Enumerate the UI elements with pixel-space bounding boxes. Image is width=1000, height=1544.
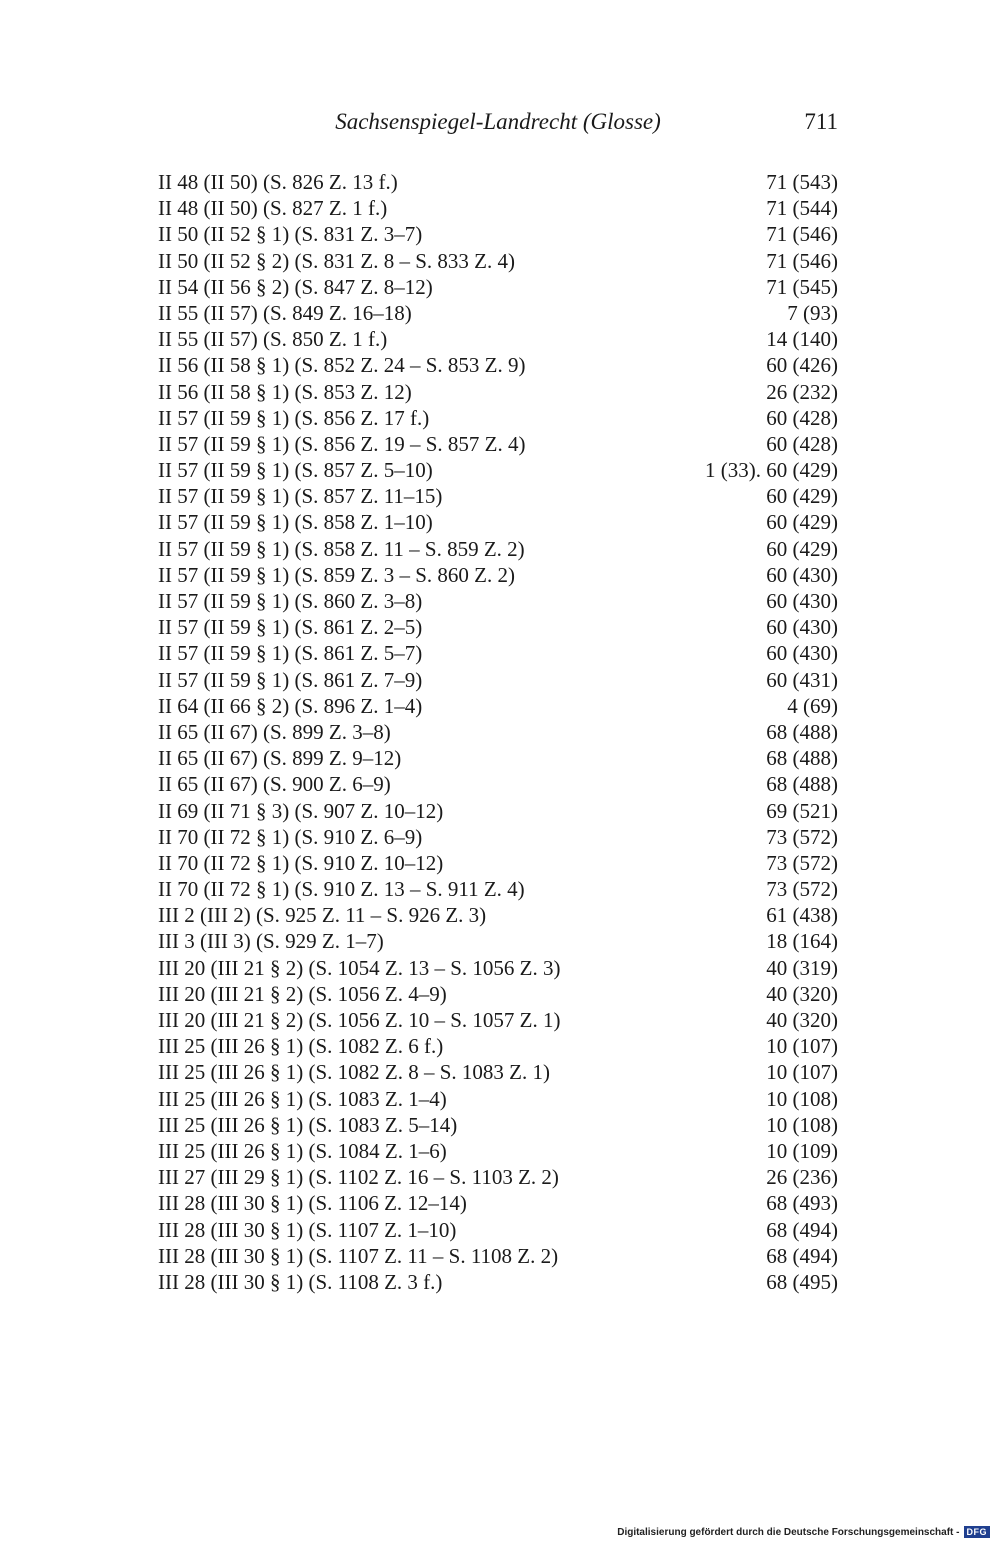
- entry-location: 73 (572): [766, 824, 838, 849]
- entry-reference: II 57 (II 59 § 1) (S. 861 Z. 5–7): [158, 641, 423, 666]
- entry-reference: II 57 (II 59 § 1) (S. 859 Z. 3 – S. 860 Z. 2): [158, 562, 515, 587]
- entry-location: 4 (69): [787, 693, 838, 718]
- entry-reference: III 28 (III 30 § 1) (S. 1106 Z. 12–14): [158, 1191, 467, 1216]
- list-item: [158, 745, 838, 771]
- list-item: [158, 483, 838, 509]
- entry-location: 60 (428): [766, 405, 838, 430]
- list-item: [158, 693, 838, 719]
- list-item: [158, 457, 838, 483]
- entry-location: 69 (521): [766, 798, 838, 823]
- entry-location: 40 (319): [766, 955, 838, 980]
- entry-reference: II 57 (II 59 § 1) (S. 858 Z. 1–10): [158, 510, 433, 535]
- entry-location: 26 (232): [766, 379, 838, 404]
- entry-reference: II 48 (II 50) (S. 827 Z. 1 f.): [158, 196, 388, 221]
- entry-reference: II 70 (II 72 § 1) (S. 910 Z. 13 – S. 911 Z. 4): [158, 877, 525, 902]
- entry-reference: III 2 (III 2) (S. 925 Z. 11 – S. 926 Z. 3): [158, 903, 487, 928]
- entry-reference: III 25 (III 26 § 1) (S. 1083 Z. 1–4): [158, 1086, 447, 1111]
- list-item: [158, 640, 838, 666]
- entry-location: 68 (495): [766, 1269, 838, 1294]
- entry-reference: II 50 (II 52 § 2) (S. 831 Z. 8 – S. 833 Z. 4): [158, 248, 515, 273]
- entry-reference: II 54 (II 56 § 2) (S. 847 Z. 8–12): [158, 274, 433, 299]
- running-head: [158, 104, 838, 140]
- entry-location: 68 (488): [766, 719, 838, 744]
- entry-reference: II 65 (II 67) (S. 899 Z. 3–8): [158, 719, 391, 744]
- list-item: [158, 824, 838, 850]
- entry-reference: III 28 (III 30 § 1) (S. 1107 Z. 11 – S. 1108 Z. 2): [158, 1243, 559, 1268]
- entry-reference: II 56 (II 58 § 1) (S. 853 Z. 12): [158, 379, 412, 404]
- entry-reference: III 20 (III 21 § 2) (S. 1056 Z. 4–9): [158, 981, 447, 1006]
- list-item: [158, 798, 838, 824]
- entry-location: 10 (109): [766, 1138, 838, 1163]
- entry-location: 68 (488): [766, 746, 838, 771]
- dfg-logo-icon: DFG: [964, 1526, 991, 1538]
- entry-location: 60 (429): [766, 484, 838, 509]
- list-item: [158, 509, 838, 535]
- entry-location: 60 (429): [766, 536, 838, 561]
- entry-location: 18 (164): [766, 929, 838, 954]
- list-item: [158, 195, 838, 221]
- entry-location: 14 (140): [766, 327, 838, 352]
- entry-reference: II 65 (II 67) (S. 899 Z. 9–12): [158, 746, 402, 771]
- list-item: [158, 248, 838, 274]
- list-item: [158, 719, 838, 745]
- entry-location: 60 (431): [766, 667, 838, 692]
- list-item: [158, 588, 838, 614]
- list-item: [158, 1059, 838, 1085]
- entry-location: 60 (426): [766, 353, 838, 378]
- list-item: [158, 300, 838, 326]
- entry-reference: II 65 (II 67) (S. 900 Z. 6–9): [158, 772, 391, 797]
- entry-reference: II 57 (II 59 § 1) (S. 858 Z. 11 – S. 859 Z. 2): [158, 536, 525, 561]
- entry-reference: II 57 (II 59 § 1) (S. 861 Z. 2–5): [158, 615, 423, 640]
- entry-reference: II 57 (II 59 § 1) (S. 856 Z. 19 – S. 857 Z. 4): [158, 431, 526, 456]
- list-item: [158, 928, 838, 954]
- list-item: [158, 614, 838, 640]
- footer-text: Digitalisierung gefördert durch die Deutsche Forschungsgemeinschaft -: [617, 1526, 960, 1538]
- entry-reference: III 3 (III 3) (S. 929 Z. 1–7): [158, 929, 384, 954]
- entry-location: 68 (494): [766, 1243, 838, 1268]
- entry-location: 73 (572): [766, 877, 838, 902]
- entry-location: 10 (108): [766, 1086, 838, 1111]
- list-item: [158, 902, 838, 928]
- entry-location: 71 (544): [766, 196, 838, 221]
- list-item: [158, 562, 838, 588]
- entry-location: 40 (320): [766, 1008, 838, 1032]
- entry-reference: II 56 (II 58 § 1) (S. 852 Z. 24 – S. 853 Z. 9): [158, 353, 526, 378]
- entry-location: 60 (430): [766, 562, 838, 587]
- entry-location: 61 (438): [766, 903, 838, 928]
- list-item: [158, 1243, 838, 1269]
- entry-reference: III 20 (III 21 § 2) (S. 1054 Z. 13 – S. 1056 Z. 3): [158, 955, 561, 980]
- entry-reference: II 70 (II 72 § 1) (S. 910 Z. 10–12): [158, 850, 444, 875]
- list-item: [158, 667, 838, 693]
- entry-location: 73 (572): [766, 850, 838, 875]
- list-item: [158, 326, 838, 352]
- entry-reference: III 20 (III 21 § 2) (S. 1056 Z. 10 – S. 1057 Z. 1): [158, 1008, 561, 1032]
- list-item: [158, 431, 838, 457]
- entry-reference: III 27 (III 29 § 1) (S. 1102 Z. 16 – S. 1103 Z. 2): [158, 1165, 559, 1190]
- list-item: [158, 955, 838, 981]
- entry-location: 71 (545): [766, 274, 838, 299]
- list-item: [158, 1138, 838, 1164]
- entry-reference: II 55 (II 57) (S. 850 Z. 1 f.): [158, 327, 388, 352]
- entry-reference: II 57 (II 59 § 1) (S. 861 Z. 7–9): [158, 667, 423, 692]
- list-item: [158, 352, 838, 378]
- entry-location: 1 (33). 60 (429): [705, 458, 838, 483]
- index-entries-list: [158, 169, 838, 1295]
- entry-location: 10 (108): [766, 1112, 838, 1137]
- entry-location: 71 (546): [766, 248, 838, 273]
- list-item: [158, 1112, 838, 1138]
- entry-location: 10 (107): [766, 1060, 838, 1085]
- list-item: [158, 536, 838, 562]
- entry-reference: III 25 (III 26 § 1) (S. 1083 Z. 5–14): [158, 1112, 458, 1137]
- entry-location: 68 (494): [766, 1217, 838, 1242]
- entry-location: 68 (493): [766, 1191, 838, 1216]
- entry-location: 60 (429): [766, 510, 838, 535]
- entry-reference: III 25 (III 26 § 1) (S. 1082 Z. 6 f.): [158, 1034, 444, 1059]
- list-item: [158, 876, 838, 902]
- entry-reference: II 57 (II 59 § 1) (S. 860 Z. 3–8): [158, 589, 423, 613]
- list-item: [158, 379, 838, 405]
- entry-location: 60 (430): [766, 589, 838, 613]
- page-number: 711: [804, 109, 838, 134]
- entry-location: 71 (543): [766, 170, 838, 194]
- footer-credit: [617, 1526, 990, 1538]
- list-item: [158, 274, 838, 300]
- entry-location: 60 (430): [766, 615, 838, 640]
- entry-location: 7 (93): [787, 300, 838, 325]
- entry-location: 68 (488): [766, 772, 838, 797]
- entry-reference: III 25 (III 26 § 1) (S. 1084 Z. 1–6): [158, 1138, 447, 1163]
- entry-reference: II 70 (II 72 § 1) (S. 910 Z. 6–9): [158, 824, 423, 849]
- list-item: [158, 169, 838, 195]
- list-item: [158, 981, 838, 1007]
- list-item: [158, 221, 838, 247]
- running-title: Sachsenspiegel-Landrecht (Glosse): [335, 109, 661, 134]
- entry-reference: II 64 (II 66 § 2) (S. 896 Z. 1–4): [158, 693, 423, 718]
- entry-reference: II 69 (II 71 § 3) (S. 907 Z. 10–12): [158, 798, 444, 823]
- entry-reference: II 57 (II 59 § 1) (S. 857 Z. 11–15): [158, 484, 443, 509]
- list-item: [158, 771, 838, 797]
- entry-reference: II 48 (II 50) (S. 826 Z. 13 f.): [158, 170, 398, 194]
- list-item: [158, 405, 838, 431]
- entry-reference: II 57 (II 59 § 1) (S. 856 Z. 17 f.): [158, 405, 430, 430]
- list-item: [158, 1086, 838, 1112]
- list-item: [158, 850, 838, 876]
- entry-location: 71 (546): [766, 222, 838, 247]
- entry-location: 10 (107): [766, 1034, 838, 1059]
- entry-reference: II 50 (II 52 § 1) (S. 831 Z. 3–7): [158, 222, 423, 247]
- entry-reference: III 28 (III 30 § 1) (S. 1108 Z. 3 f.): [158, 1269, 443, 1294]
- entry-location: 60 (428): [766, 431, 838, 456]
- entry-reference: II 55 (II 57) (S. 849 Z. 16–18): [158, 300, 412, 325]
- list-item: [158, 1217, 838, 1243]
- list-item: [158, 1269, 838, 1295]
- entry-location: 40 (320): [766, 981, 838, 1006]
- list-item: [158, 1007, 838, 1033]
- list-item: [158, 1164, 838, 1190]
- list-item: [158, 1033, 838, 1059]
- list-item: [158, 1190, 838, 1216]
- entry-reference: III 28 (III 30 § 1) (S. 1107 Z. 1–10): [158, 1217, 457, 1242]
- entry-location: 60 (430): [766, 641, 838, 666]
- entry-location: 26 (236): [766, 1165, 838, 1190]
- entry-reference: II 57 (II 59 § 1) (S. 857 Z. 5–10): [158, 458, 433, 483]
- entry-reference: III 25 (III 26 § 1) (S. 1082 Z. 8 – S. 1083 Z. 1): [158, 1060, 550, 1085]
